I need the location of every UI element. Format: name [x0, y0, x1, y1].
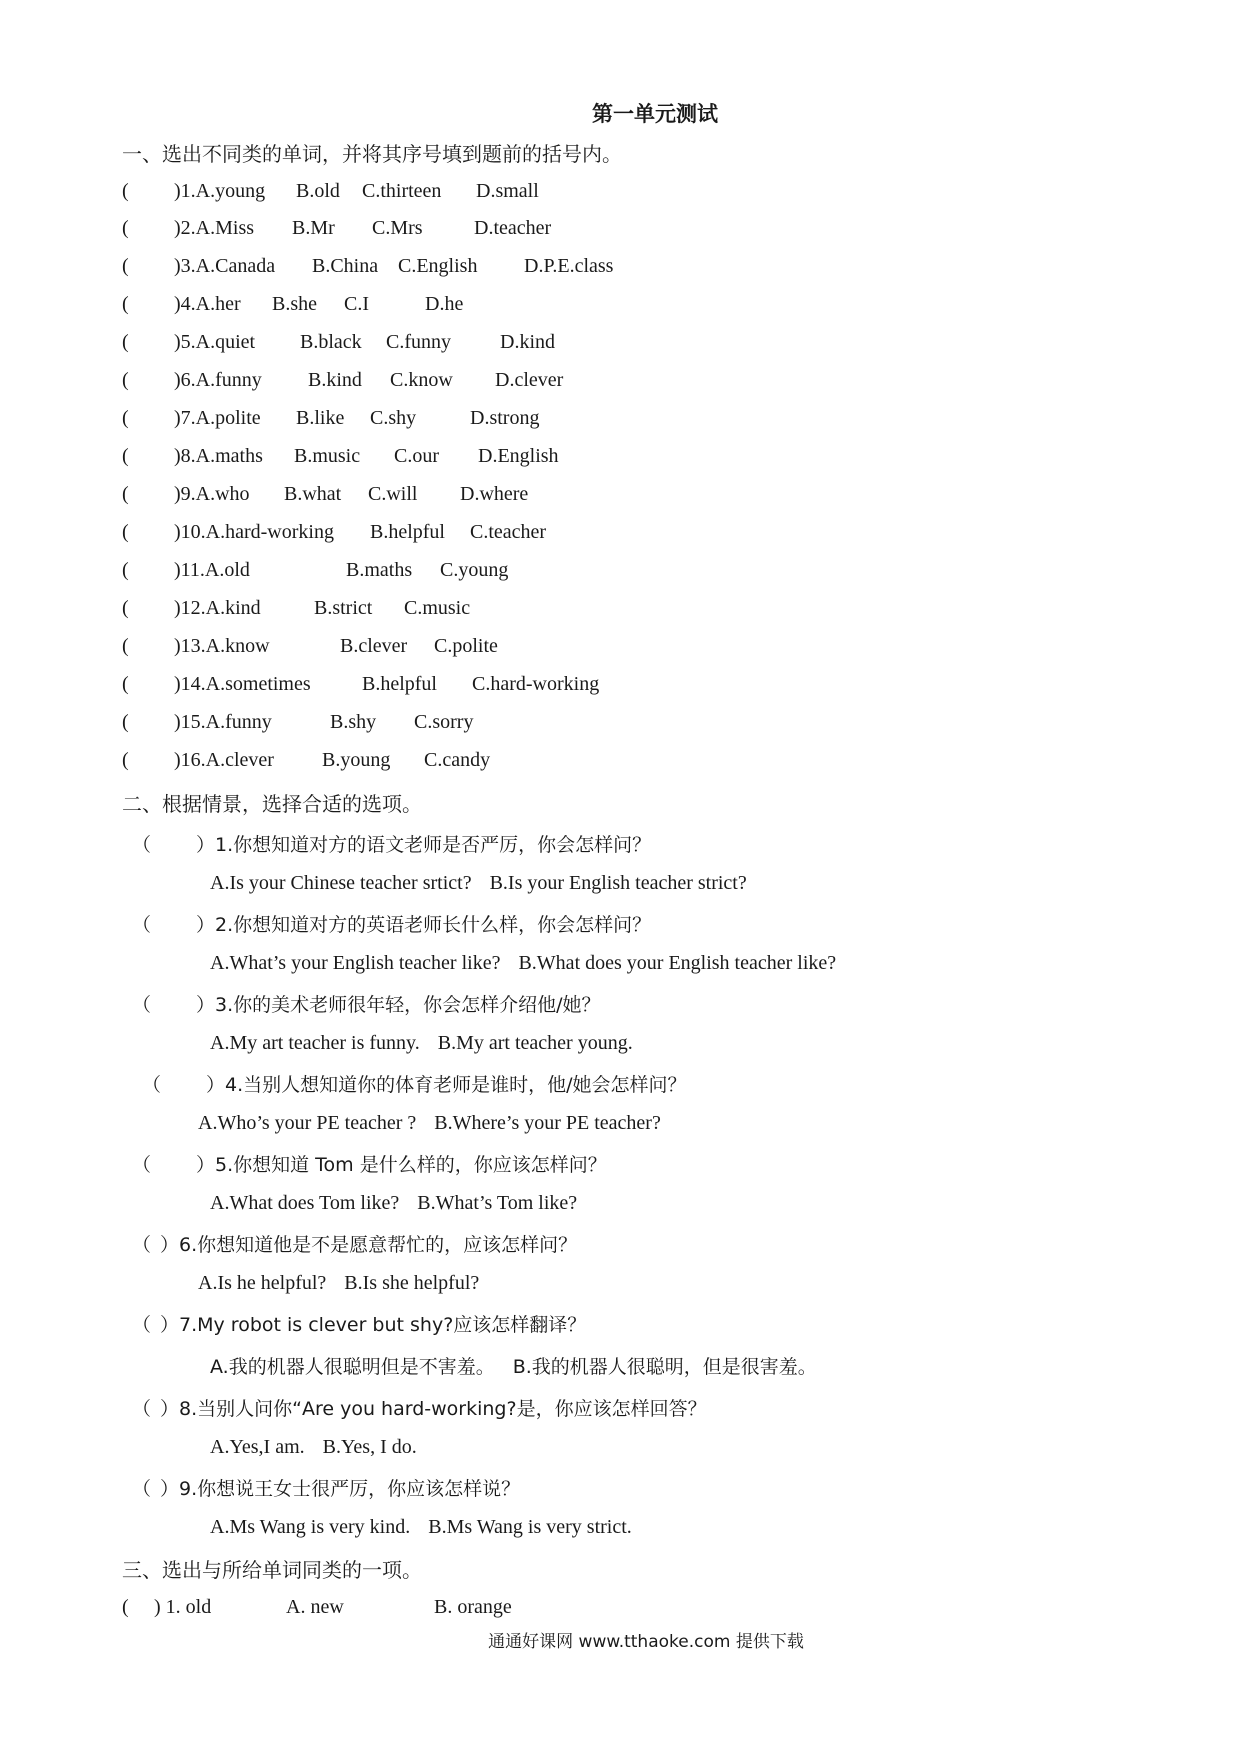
- question-number-option-a: )11.A.old: [174, 559, 250, 581]
- answer-paren: （: [132, 1398, 152, 1420]
- answer-paren: (: [122, 635, 129, 657]
- option-b: B.Yes, I do.: [322, 1436, 417, 1458]
- option-b: B.Mr: [292, 217, 335, 239]
- option-a: A.Who’s your PE teacher ?: [198, 1112, 417, 1134]
- option-b: B.young: [322, 749, 391, 771]
- option-c: C.polite: [434, 635, 498, 657]
- question-text: ）7.My robot is clever but shy?应该怎样翻译？: [160, 1314, 587, 1336]
- question-text: ）9.你想说王女士很严厉，你应该怎样说？: [160, 1478, 521, 1500]
- question-number-option-a: )9.A.who: [174, 483, 250, 505]
- option-b: B.Is she helpful?: [344, 1272, 480, 1294]
- option-b: B.helpful: [370, 521, 445, 543]
- part2-answers-7: [210, 1352, 835, 1379]
- option-b: B.Ms Wang is very strict.: [428, 1516, 632, 1538]
- option-c: C.know: [390, 369, 453, 391]
- question-text: ）8.当别人问你“Are you hard-working?是，你应该怎样回答？: [160, 1398, 707, 1420]
- answer-paren: (: [122, 1596, 129, 1618]
- option-b: B.strict: [314, 597, 373, 619]
- answer-paren: （: [132, 994, 152, 1016]
- option-c: C.will: [368, 483, 418, 505]
- answer-paren: (: [122, 180, 129, 202]
- answer-paren: (: [122, 521, 129, 543]
- page-footer: 通通好课网 www.tthaoke.com 提供下载: [488, 1632, 804, 1652]
- part2-answers-9: [210, 1516, 650, 1539]
- question-number-option-a: )16.A.clever: [174, 749, 274, 771]
- question-number-option-a: )1.A.young: [174, 180, 266, 202]
- option-c: C.our: [394, 445, 439, 467]
- part2-heading: 二、根据情景，选择合适的选项。: [122, 792, 422, 816]
- answer-paren: (: [122, 255, 129, 277]
- part2-answers-6: [198, 1272, 497, 1295]
- option-b: B.black: [300, 331, 362, 353]
- option-b: B.old: [296, 180, 340, 202]
- part2-answers-4: [198, 1112, 679, 1135]
- option-a: A. new: [286, 1596, 344, 1618]
- question-word: ) 1. old: [154, 1596, 212, 1618]
- answer-paren: (: [122, 369, 129, 391]
- option-c: C.thirteen: [362, 180, 442, 202]
- part1-heading: 一、选出不同类的单词，并将其序号填到题前的括号内。: [122, 142, 622, 166]
- option-d: D.teacher: [474, 217, 552, 239]
- option-a: A.Ms Wang is very kind.: [210, 1516, 411, 1538]
- answer-paren: （: [132, 1314, 152, 1336]
- option-c: C.young: [440, 559, 509, 581]
- question-number-option-a: )5.A.quiet: [174, 331, 256, 353]
- answer-paren: (: [122, 673, 129, 695]
- question-text: ）6.你想知道他是不是愿意帮忙的，应该怎样问？: [160, 1234, 578, 1256]
- option-a: A.Is he helpful?: [198, 1272, 327, 1294]
- option-d: D.where: [460, 483, 529, 505]
- answer-paren: （: [132, 914, 152, 936]
- question-text: ）4.当别人想知道你的体育老师是谁时，他/她会怎样问？: [206, 1074, 687, 1096]
- option-a: A.My art teacher is funny.: [210, 1032, 420, 1054]
- option-d: D.clever: [495, 369, 564, 391]
- question-number-option-a: )14.A.sometimes: [174, 673, 311, 695]
- option-c: C.sorry: [414, 711, 474, 733]
- answer-paren: (: [122, 749, 129, 771]
- answer-paren: （: [142, 1074, 162, 1096]
- part2-answers-5: [210, 1192, 595, 1215]
- question-number-option-a: )12.A.kind: [174, 597, 261, 619]
- option-b: B.Is your English teacher strict?: [489, 872, 747, 894]
- option-d: D.strong: [470, 407, 540, 429]
- option-c: C.shy: [370, 407, 417, 429]
- question-number-option-a: )13.A.know: [174, 635, 270, 657]
- question-number-option-a: )8.A.maths: [174, 445, 263, 467]
- answer-paren: (: [122, 711, 129, 733]
- answer-paren: （: [132, 834, 152, 856]
- question-number-option-a: )15.A.funny: [174, 711, 272, 733]
- question-number-option-a: )3.A.Canada: [174, 255, 276, 277]
- option-b: B.maths: [346, 559, 413, 581]
- option-b: B.My art teacher young.: [437, 1032, 633, 1054]
- page-title: 第一单元测试: [592, 102, 718, 126]
- answer-paren: (: [122, 217, 129, 239]
- option-a: A.我的机器人很聪明但是不害羞。: [210, 1356, 495, 1378]
- question-number-option-a: )4.A.her: [174, 293, 241, 315]
- answer-paren: (: [122, 483, 129, 505]
- answer-paren: （: [132, 1154, 152, 1176]
- option-d: D.P.E.class: [524, 255, 614, 277]
- answer-paren: (: [122, 445, 129, 467]
- question-text: ）5.你想知道 Tom 是什么样的，你应该怎样问？: [196, 1154, 607, 1176]
- option-a: A.Is your Chinese teacher srtict?: [210, 872, 472, 894]
- question-text: ）3.你的美术老师很年轻，你会怎样介绍他/她？: [196, 994, 601, 1016]
- option-a: A.What’s your English teacher like?: [210, 952, 501, 974]
- option-b: B.like: [296, 407, 345, 429]
- part2-answers-3: [210, 1032, 651, 1055]
- option-d: D.kind: [500, 331, 555, 353]
- option-c: C.I: [344, 293, 369, 315]
- option-b: B.What’s Tom like?: [417, 1192, 578, 1214]
- part2-answers-2: [210, 952, 854, 975]
- answer-paren: (: [122, 559, 129, 581]
- question-number-option-a: )10.A.hard-working: [174, 521, 334, 543]
- option-a: A.What does Tom like?: [210, 1192, 400, 1214]
- answer-paren: (: [122, 331, 129, 353]
- option-b: B.Where’s your PE teacher?: [434, 1112, 661, 1134]
- option-a: A.Yes,I am.: [210, 1436, 305, 1458]
- option-d: D.English: [478, 445, 559, 467]
- option-c: C.teacher: [470, 521, 547, 543]
- answer-paren: (: [122, 407, 129, 429]
- option-b: B.what: [284, 483, 342, 505]
- option-b: B.music: [294, 445, 361, 467]
- answer-paren: (: [122, 293, 129, 315]
- option-b: B.she: [272, 293, 317, 315]
- part3-heading: 三、选出与所给单词同类的一项。: [122, 1558, 422, 1582]
- option-b: B.What does your English teacher like?: [518, 952, 837, 974]
- option-c: C.candy: [424, 749, 491, 771]
- option-b: B. orange: [434, 1596, 512, 1618]
- option-b: B.clever: [340, 635, 408, 657]
- part2-answers-8: [210, 1436, 435, 1459]
- question-text: ）1.你想知道对方的语文老师是否严厉，你会怎样问？: [196, 834, 652, 856]
- option-b: B.shy: [330, 711, 377, 733]
- option-b: B.我的机器人很聪明，但是很害羞。: [512, 1356, 817, 1378]
- answer-paren: （: [132, 1234, 152, 1256]
- option-c: C.hard-working: [472, 673, 600, 695]
- option-b: B.helpful: [362, 673, 437, 695]
- option-c: C.music: [404, 597, 471, 619]
- option-c: C.funny: [386, 331, 451, 353]
- option-d: D.small: [476, 180, 539, 202]
- option-c: C.English: [398, 255, 478, 277]
- question-number-option-a: )2.A.Miss: [174, 217, 255, 239]
- option-b: B.China: [312, 255, 379, 277]
- option-d: D.he: [425, 293, 464, 315]
- option-c: C.Mrs: [372, 217, 423, 239]
- part2-answers-1: [210, 872, 765, 895]
- answer-paren: (: [122, 597, 129, 619]
- question-number-option-a: )7.A.polite: [174, 407, 261, 429]
- question-number-option-a: )6.A.funny: [174, 369, 262, 391]
- answer-paren: （: [132, 1478, 152, 1500]
- question-text: ）2.你想知道对方的英语老师长什么样，你会怎样问？: [196, 914, 652, 936]
- option-b: B.kind: [308, 369, 362, 391]
